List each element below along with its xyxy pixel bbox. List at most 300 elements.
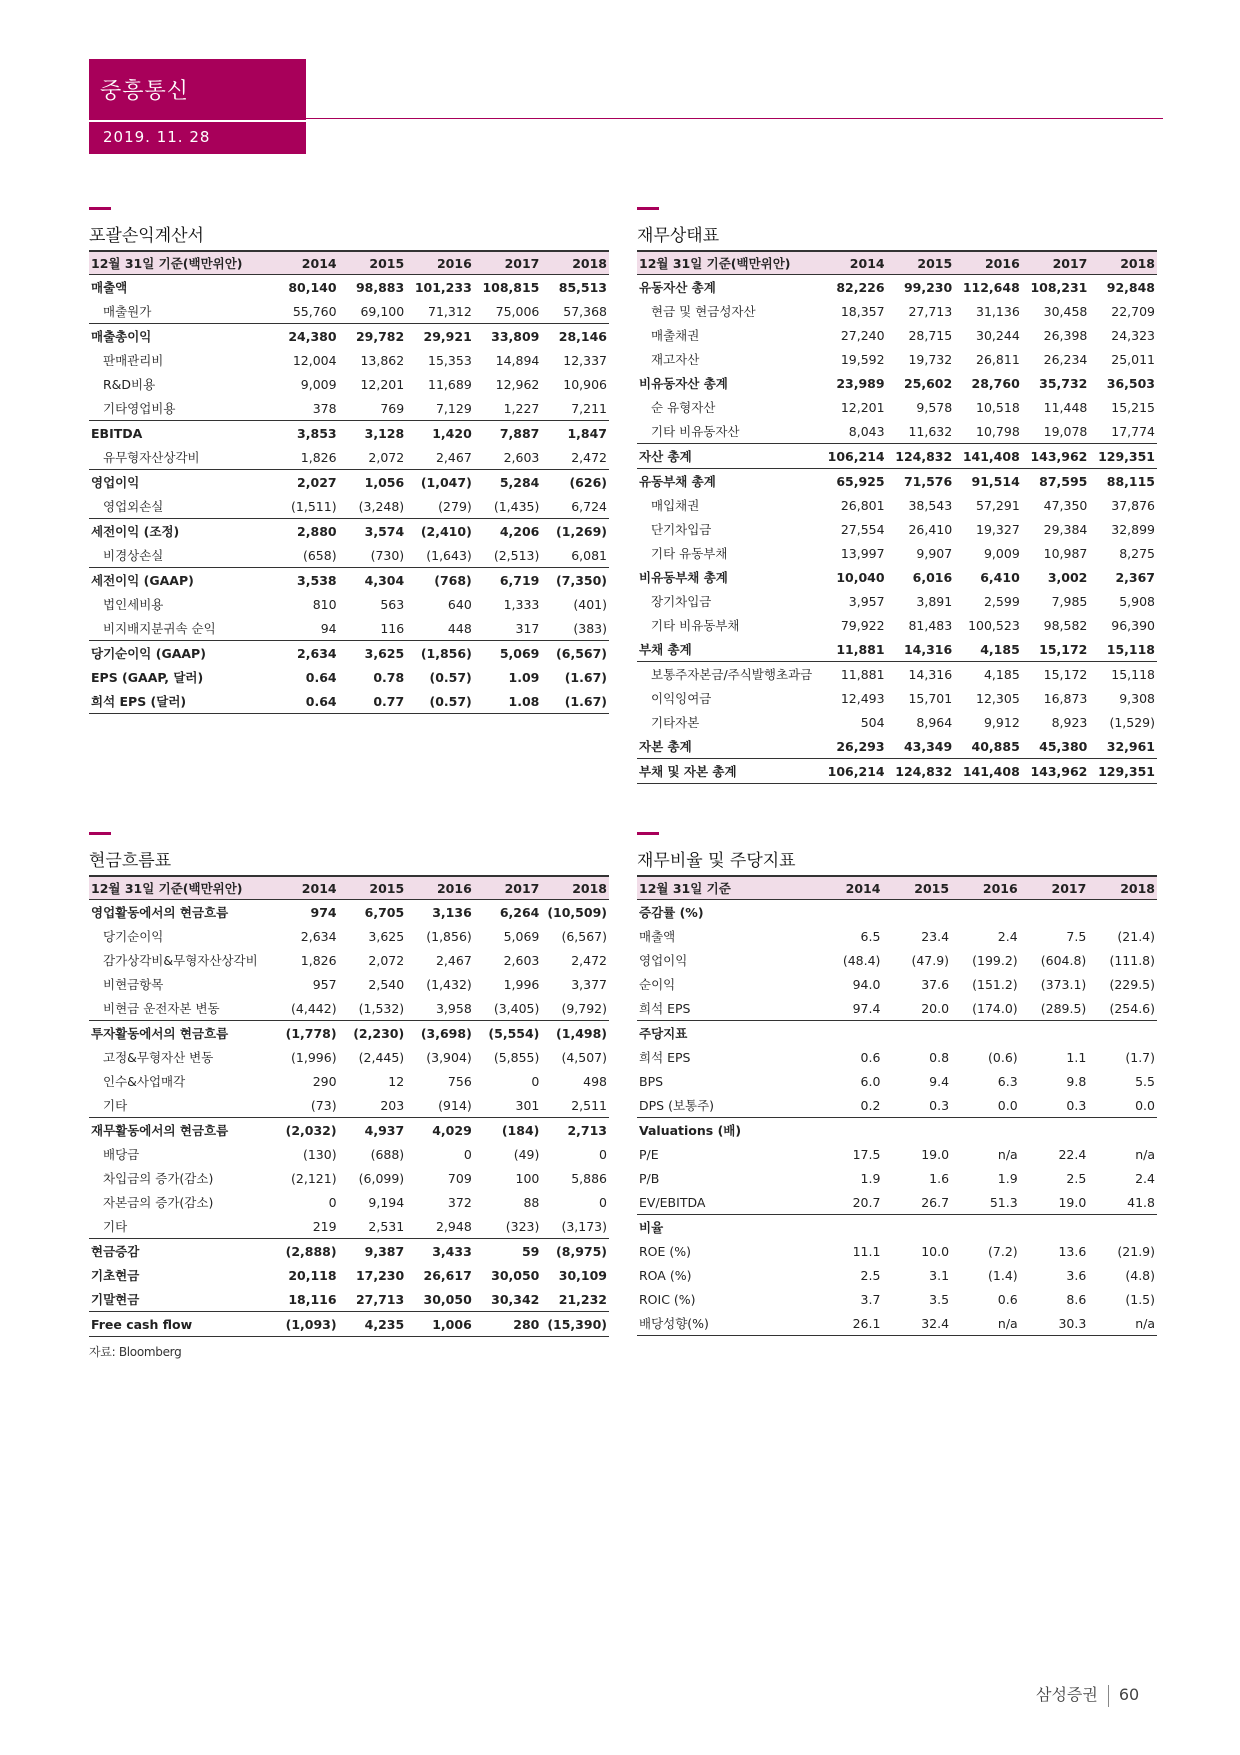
cell-value: (1,269) [541,519,609,544]
cell-value: 2.4 [997,928,1018,944]
table-row [637,371,1157,395]
table-row [637,1287,1157,1311]
cell-value: 71,576 [887,469,955,494]
cell-value: 9.4 [929,1073,950,1089]
cell-value: (111.8) [1109,952,1155,968]
cell-value: 1.6 [929,1170,950,1186]
cell-value: 26,617 [423,1267,472,1283]
cell-value: 143,962 [1022,759,1090,784]
cell-value: 55,760 [292,303,337,319]
cell-value: 14,894 [495,352,540,368]
cell-value: 2,880 [271,519,339,544]
cell-value: 6,705 [364,904,405,920]
table-row [89,275,609,300]
column-header-year: 2014 [819,251,887,275]
cell-value: (229.5) [1109,976,1155,992]
cell-value: 101,233 [414,279,472,295]
cell-value: (604.8) [1040,952,1087,968]
cell-value: 1.9 [860,1170,881,1186]
cell-value [814,900,883,925]
column-header-year: 2015 [339,251,407,275]
row-label: 희석 EPS [639,1001,691,1016]
cell-value [814,1215,883,1240]
row-label: 장기차입금 [651,594,712,609]
table-row [89,592,609,616]
cell-value [951,1021,1020,1046]
cell-value: (9,792) [561,1000,607,1016]
column-header-label: 12월 31일 기준(백만위안) [637,251,819,275]
cell-value: 2,072 [368,952,405,968]
row-label: 매출원가 [103,304,152,319]
cell-value: 85,513 [558,279,607,295]
column-header-year: 2017 [1022,251,1090,275]
row-label: 영업외손실 [103,499,164,514]
cell-value: (8,975) [541,1239,609,1264]
cell-value: 2,603 [503,449,540,465]
cell-value: (1,093) [271,1312,339,1337]
row-label: 보통주자본금/주식발행초과금 [637,662,819,687]
cell-value: 1,826 [300,449,337,465]
table-row [637,469,1157,494]
section-marker [637,207,659,210]
cell-value: 80,140 [288,279,337,295]
cell-value: (1,856) [406,641,474,666]
cell-value: 29,921 [406,324,474,349]
cell-value: 88,115 [1089,469,1157,494]
cell-value: 9.8 [1066,1073,1087,1089]
row-label: 단기차입금 [651,522,712,537]
cell-value: 372 [447,1194,472,1210]
cell-value: 11,881 [819,662,887,687]
cell-value: 30,050 [491,1267,540,1283]
row-label: 매출채권 [651,328,700,343]
cell-value: 12,201 [360,376,405,392]
cell-value: 5,908 [1119,593,1155,609]
column-header-year: 2015 [887,251,955,275]
column-header-year: 2016 [951,876,1020,900]
cell-value: 22,709 [1111,303,1155,319]
column-header-year: 2018 [1089,251,1157,275]
table-row [89,1142,609,1166]
cell-value: 19,078 [1043,423,1088,439]
cell-value: 4,937 [339,1118,407,1143]
cell-value: (768) [406,568,474,593]
row-label: 감가상각비&무형자산상각비 [103,953,258,968]
cell-value [951,1215,1020,1240]
column-header-year: 2014 [271,251,339,275]
cell-value: 19,592 [840,351,885,367]
cell-value [951,1118,1020,1143]
cell-value: 0.78 [373,669,405,685]
cell-value: 0.3 [1066,1097,1087,1113]
table-row [89,1118,609,1143]
row-label: 증감률 (%) [639,905,704,920]
row-label: 비경상손실 [103,548,164,563]
cell-value: 45,380 [1039,738,1088,754]
table-row [637,517,1157,541]
cell-value: 26,410 [908,521,953,537]
cell-value: 8.6 [1066,1291,1087,1307]
cell-value: 15,701 [908,690,953,706]
cell-value: 1.9 [997,1170,1018,1186]
cell-value: (1,511) [291,498,337,514]
table-row [637,734,1157,759]
cell-value: 15,118 [1089,662,1157,687]
cell-value: 24,323 [1111,327,1155,343]
cell-value: (1,532) [358,1000,405,1016]
cell-value: 4,206 [474,519,542,544]
row-label: 당기순이익 (GAAP) [89,641,271,666]
cell-value: 2.5 [1066,1170,1087,1186]
cell-value: 11.1 [852,1243,881,1259]
cell-value: (626) [541,470,609,495]
table-row [89,689,609,714]
cell-value: 2,599 [983,593,1020,609]
row-label: 유무형자산상각비 [103,450,200,465]
cell-value: n/a [1135,1146,1155,1162]
cell-value: n/a [997,1146,1018,1162]
cell-value: (1.67) [564,669,607,685]
cell-value: 290 [312,1073,337,1089]
row-label: Free cash flow [89,1312,271,1337]
cell-value: 11,448 [1043,399,1088,415]
cell-value: 26,811 [976,351,1020,367]
cell-value: 2,540 [368,976,405,992]
cell-value: 32.4 [882,1311,951,1336]
cell-value: (47.9) [911,952,950,968]
cell-value: (3,698) [406,1021,474,1046]
cell-value: (184) [474,1118,542,1143]
cell-value: 9,912 [983,714,1020,730]
cell-value: (914) [438,1097,472,1113]
table-row [637,686,1157,710]
cell-value: 3,625 [368,928,405,944]
cell-value: (658) [302,547,337,563]
table-row [89,1214,609,1239]
cell-value: 32,899 [1111,521,1155,537]
column-header-year: 2018 [541,251,609,275]
row-label: 판매관리비 [103,353,164,368]
cell-value: 7,129 [435,400,472,416]
cell-value: 100 [515,1170,540,1186]
column-header-year: 2017 [474,251,542,275]
table-row [89,665,609,689]
cell-value: n/a [951,1311,1020,1336]
column-header-year: 2018 [1088,876,1157,900]
cell-value: 2,467 [435,449,472,465]
row-label: EPS (GAAP, 달러) [91,670,204,685]
cell-value: (1,856) [426,928,472,944]
table-row [89,641,609,666]
cell-value: 301 [515,1097,540,1113]
cell-value: 30,342 [491,1291,540,1307]
cell-value: 129,351 [1089,444,1157,469]
row-label: 기타자본 [651,715,700,730]
table-row [89,1312,609,1337]
balance-sheet-title: 재무상태표 [637,226,720,246]
cell-value [814,1021,883,1046]
ratios-title: 재무비율 및 주당지표 [637,851,796,871]
cell-value: 87,595 [1022,469,1090,494]
cell-value: 27,554 [840,521,885,537]
source-note: 자료: Bloomberg [89,1345,182,1359]
cell-value: (2,513) [493,547,540,563]
row-label: 매출액 [91,280,128,295]
cell-value: 498 [583,1073,607,1089]
cell-value: 1,826 [300,952,337,968]
row-label: 배당금 [103,1147,140,1162]
table-row [637,1311,1157,1336]
cell-value: 141,408 [954,444,1022,469]
cell-value [882,1215,951,1240]
row-label: 비유동부채 총계 [639,570,728,585]
row-label: 영업이익 [89,470,271,495]
cell-value: 0.3 [929,1097,950,1113]
cell-value: 0.64 [305,669,337,685]
cell-value: 17,774 [1111,423,1155,439]
cell-value: (1,435) [493,498,540,514]
cell-value: 41.8 [1127,1194,1155,1210]
cell-value: 82,226 [836,279,885,295]
cell-value: 3.5 [929,1291,950,1307]
cell-value: 12,962 [495,376,540,392]
cell-value: 5,069 [503,928,540,944]
table-row [637,1093,1157,1118]
cell-value: 1,420 [406,421,474,446]
cell-value: 3,891 [916,593,953,609]
cell-value: 15,215 [1111,399,1155,415]
cell-value: 2,472 [571,449,607,465]
table-row [637,1142,1157,1166]
cell-value: 0.6 [860,1049,881,1065]
cell-value: 143,962 [1022,444,1090,469]
cell-value: 51.3 [989,1194,1018,1210]
cell-value: 19,732 [908,351,953,367]
table-row [637,395,1157,419]
table-row [637,347,1157,371]
table-row [89,1045,609,1069]
row-label: 인수&사업매각 [103,1074,186,1089]
table-row [637,900,1157,925]
cell-value: 37,876 [1111,497,1155,513]
row-label: 법인세비용 [103,597,164,612]
cell-value: 18,116 [288,1291,337,1307]
cell-value: 756 [447,1073,472,1089]
row-label: 세전이익 (조정) [89,519,271,544]
cell-value: 11,881 [836,641,885,657]
cell-value [882,900,951,925]
cell-value: 9,387 [339,1239,407,1264]
cell-value: 88 [523,1194,540,1210]
column-header-label: 12월 31일 기준 [637,876,814,900]
cell-value: (1,432) [426,976,472,992]
cell-value: 36,503 [1106,375,1155,391]
cell-value: 6.3 [997,1073,1018,1089]
table-row [637,1069,1157,1093]
cell-value: (2,410) [406,519,474,544]
cell-value: 30,050 [423,1291,472,1307]
cell-value: 20.7 [852,1194,881,1210]
cell-value: 11,689 [428,376,472,392]
row-label: 차입금의 증가(감소) [103,1171,214,1186]
table-row [637,613,1157,637]
table-row [637,637,1157,662]
cell-value: 81,483 [908,617,953,633]
cash-flow-title: 현금흐름표 [89,851,172,871]
cell-value: 13,862 [360,352,405,368]
cell-value: 3,957 [848,593,885,609]
row-label: 자산 총계 [637,444,819,469]
table-row [89,972,609,996]
row-label: EBITDA [89,421,271,446]
table-row [637,1166,1157,1190]
cell-value: 1.1 [1066,1049,1087,1065]
cell-value: 2,027 [271,470,339,495]
cell-value: 5,886 [571,1170,607,1186]
cell-value: 12,201 [840,399,885,415]
cell-value: 10,040 [836,569,885,585]
cell-value: 25,602 [903,375,953,391]
cell-value: (3,248) [358,498,405,514]
cell-value: (3,173) [561,1218,607,1234]
cell-value: 563 [380,596,405,612]
column-header-year: 2014 [271,876,339,900]
cell-value: 27,713 [355,1291,405,1307]
cell-value: 2,072 [368,449,405,465]
cell-value: 810 [312,596,337,612]
cell-value: (6,567) [541,641,609,666]
row-label: EV/EBITDA [639,1194,706,1210]
row-label: ROE (%) [639,1243,692,1259]
cell-value: 96,390 [1111,617,1155,633]
cell-value: 3,958 [435,1000,472,1016]
cell-value [1020,900,1089,925]
cell-value: 6,264 [499,904,540,920]
cell-value: 17,230 [355,1267,405,1283]
cell-value: 0.2 [860,1097,881,1113]
cell-value: 3,433 [406,1239,474,1264]
row-label: 이익잉여금 [651,691,712,706]
cell-value: 1,333 [503,596,540,612]
table-row [89,1287,609,1312]
cell-value: 28,146 [541,324,609,349]
cell-value: 2,511 [571,1097,607,1113]
cell-value: 116 [380,620,405,636]
cell-value: (2,230) [339,1021,407,1046]
cell-value: 106,214 [819,759,887,784]
cell-value: 112,648 [962,279,1020,295]
table-header-row [637,876,1157,900]
cell-value: 4,304 [339,568,407,593]
cell-value: 28,760 [971,375,1020,391]
column-header-year: 2018 [541,876,609,900]
cell-value: 6.5 [860,928,881,944]
cell-value: 23.4 [921,928,950,944]
cell-value: 32,961 [1106,738,1155,754]
cell-value: 16,873 [1043,690,1088,706]
cell-value [1020,1021,1089,1046]
row-label: ROA (%) [639,1267,692,1283]
cell-value [1020,1118,1089,1143]
row-label: 순 유형자산 [651,400,716,415]
cell-value: (383) [573,620,607,636]
report-date: 2019. 11. 28 [103,128,211,146]
cell-value: (1,643) [426,547,472,563]
cell-value: (10,509) [547,904,607,920]
cell-value: 27,240 [840,327,885,343]
row-label: BPS [639,1073,664,1089]
cell-value: 24,380 [271,324,339,349]
cell-value: 79,922 [840,617,885,633]
cell-value: (2,445) [358,1049,405,1065]
cell-value: (4,442) [291,1000,337,1016]
cell-value: (1,529) [1109,714,1155,730]
cell-value: 19.0 [921,1146,950,1162]
table-row [637,1263,1157,1287]
cell-value: 18,357 [840,303,885,319]
row-label: ROIC (%) [639,1291,696,1307]
section-marker [89,832,111,835]
table-row [89,519,609,544]
cell-value: (3,904) [426,1049,472,1065]
cell-value: 23,989 [836,375,885,391]
cell-value: 21,232 [558,1291,607,1307]
table-row [89,1190,609,1214]
row-label: 매출총이익 [89,324,271,349]
row-label: 기타 [103,1098,128,1113]
cell-value: 3,853 [271,421,339,446]
header-rule [306,118,1163,119]
cell-value: 1,056 [339,470,407,495]
cell-value: 14,316 [903,641,953,657]
cell-value: 57,368 [563,303,607,319]
cell-value: (6,099) [358,1170,405,1186]
cell-value: 20.0 [921,1000,950,1016]
cell-value: 3,538 [271,568,339,593]
table-row [89,900,609,925]
ratios-section [637,832,1157,1336]
cell-value: 69,100 [360,303,405,319]
cell-value: 59 [474,1239,542,1264]
cell-value: 7.5 [1066,928,1087,944]
cell-value: 10.0 [921,1243,950,1259]
cell-value: 26,801 [840,497,885,513]
cell-value: 5.5 [1135,1073,1155,1089]
table-row [637,1118,1157,1143]
cell-value: 33,809 [474,324,542,349]
section-marker [89,207,111,210]
column-header-year: 2015 [882,876,951,900]
row-label: R&D비용 [103,377,156,392]
cell-value: (1,047) [406,470,474,495]
cell-value: 99,230 [903,279,953,295]
cell-value: 2,531 [368,1218,405,1234]
cell-value: (5,855) [493,1049,540,1065]
cell-value: (1.67) [541,689,609,714]
row-label: 자본금의 증가(감소) [103,1195,214,1210]
table-row [637,924,1157,948]
cell-value: 30,109 [558,1267,607,1283]
cell-value: 100,523 [968,617,1020,633]
cell-value: 3.7 [860,1291,881,1307]
cell-value: 30,244 [976,327,1020,343]
cash-flow-section [89,832,609,1360]
cell-value: (48.4) [842,952,881,968]
cell-value: 94 [320,620,337,636]
row-label: 기타 비유동자산 [651,424,740,439]
cell-value: 3,002 [1047,569,1088,585]
cell-value: 2,948 [435,1218,472,1234]
